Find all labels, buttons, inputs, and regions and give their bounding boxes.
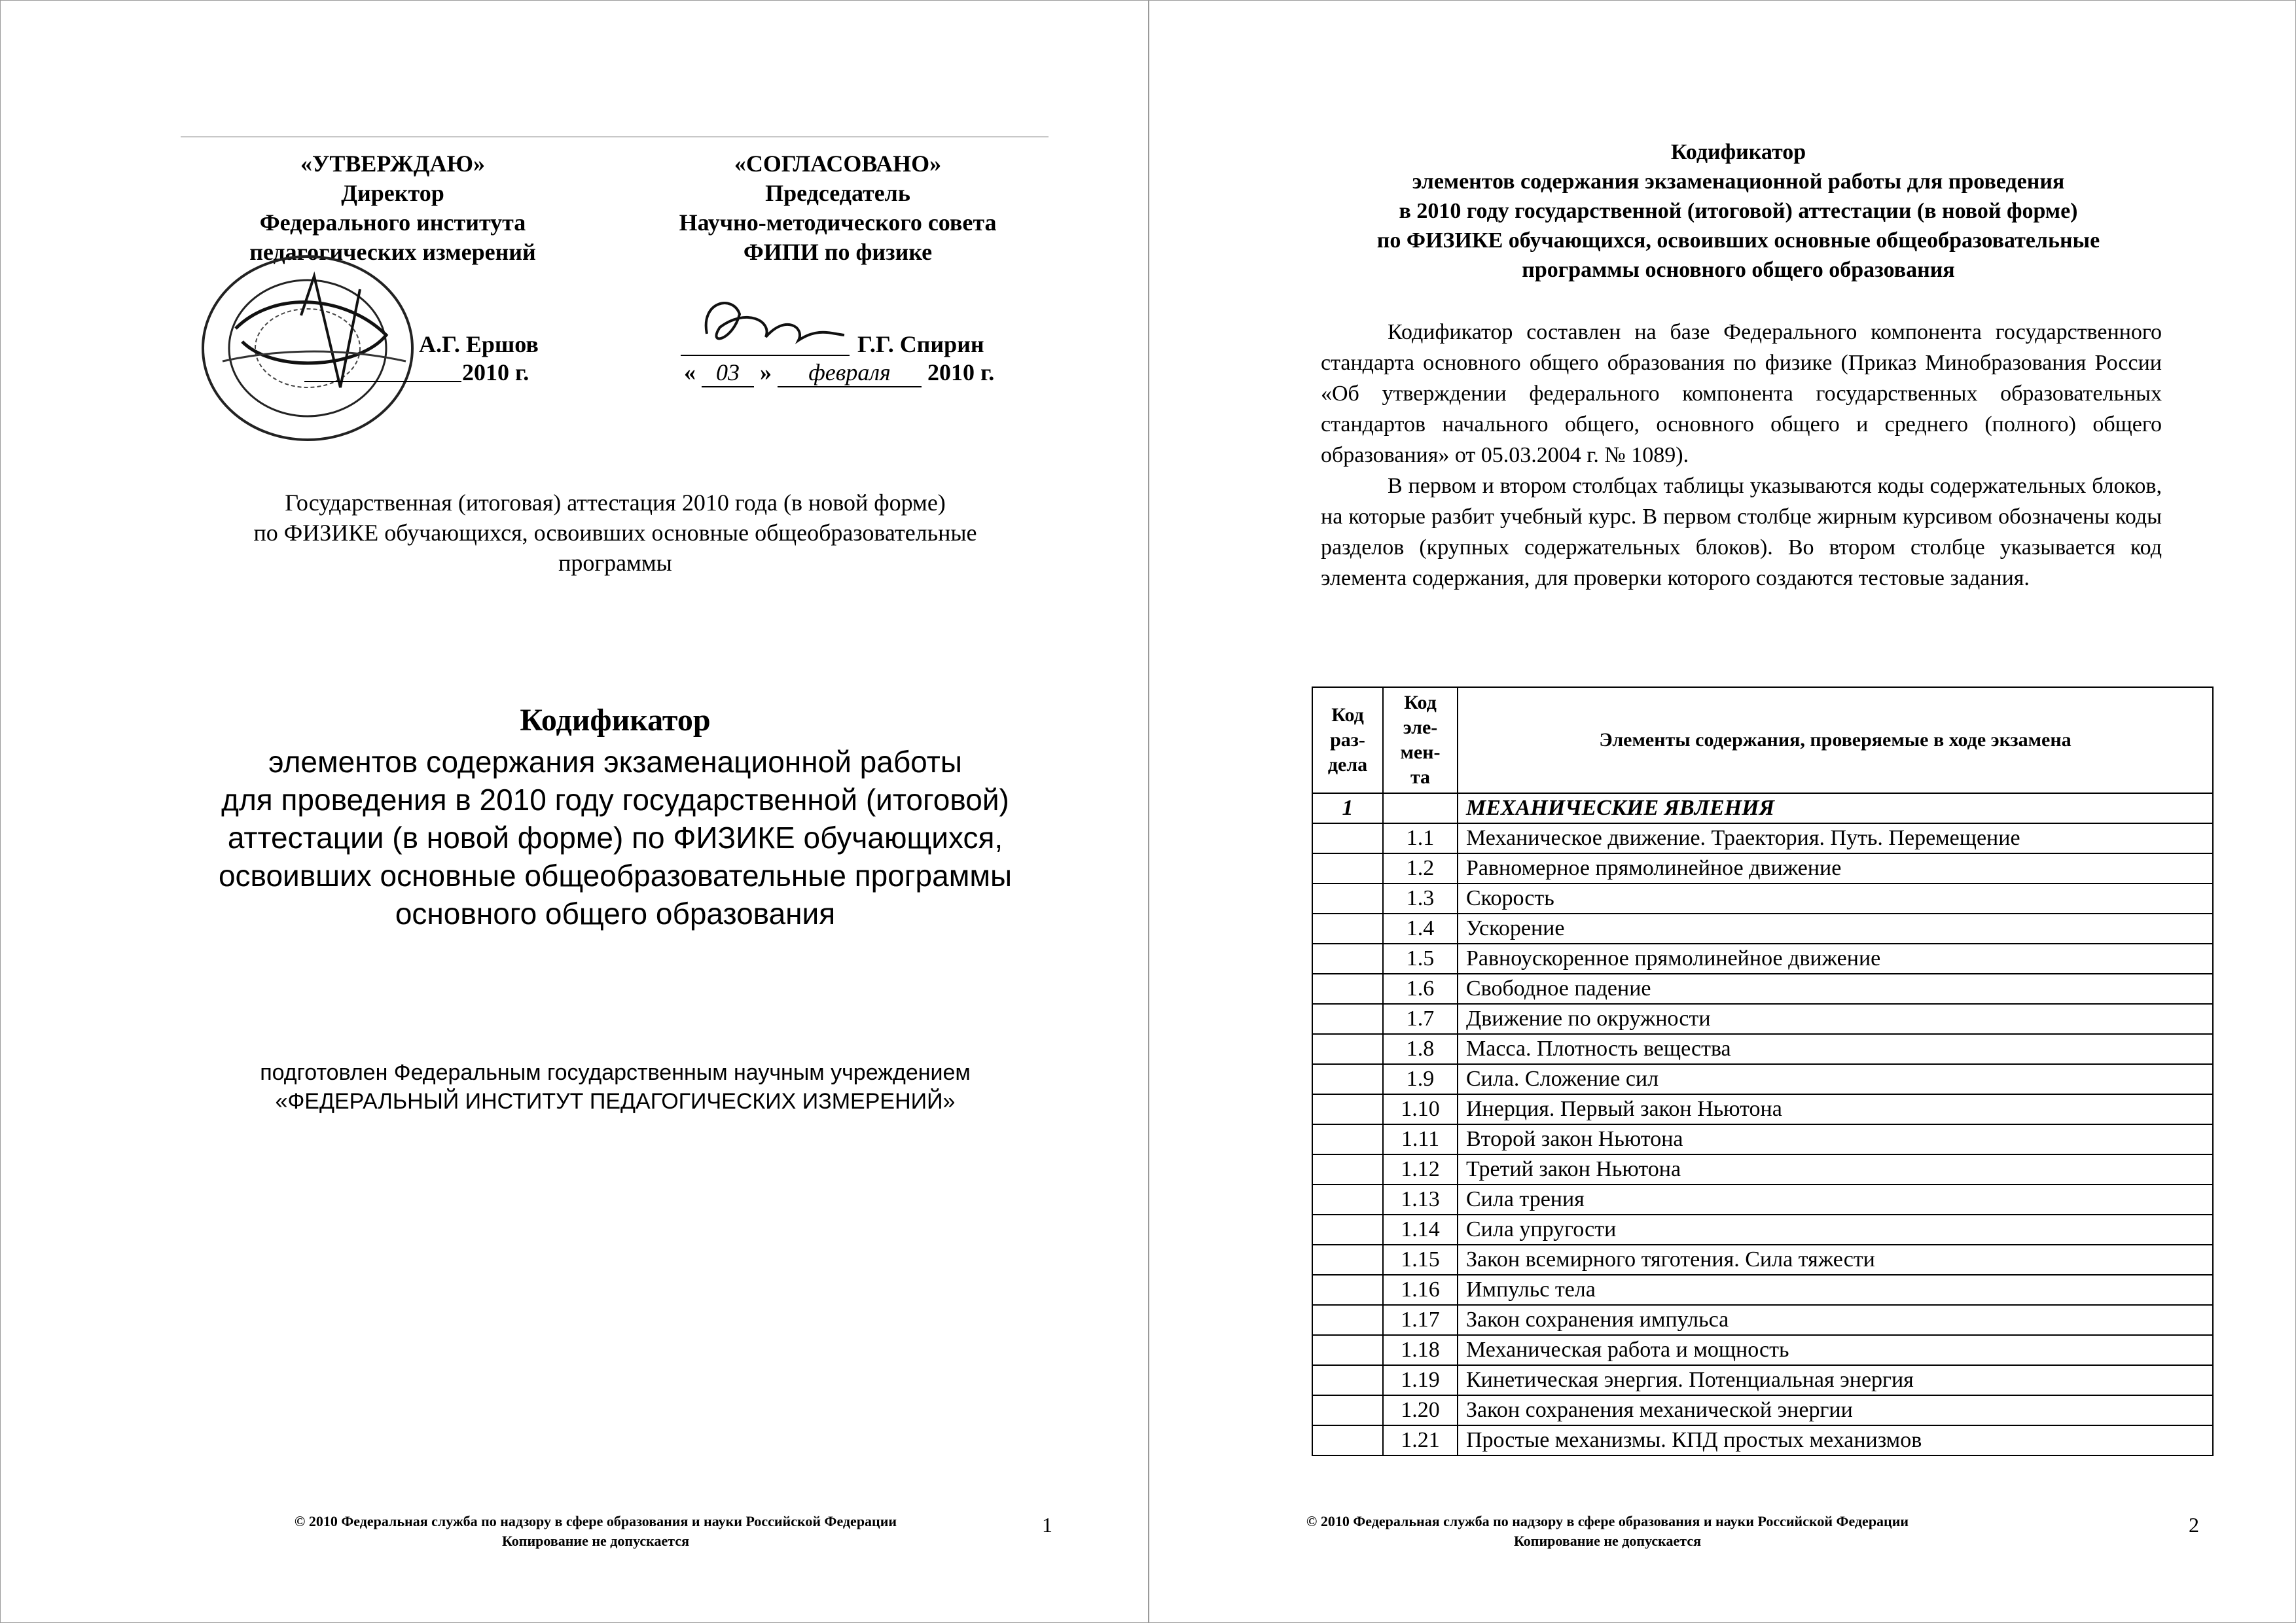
top-rule [181, 136, 1049, 137]
header-content: Элементы содержания, проверяемые в ходе экзамена [1458, 687, 2213, 793]
section-code-cell [1312, 1275, 1383, 1305]
section-code-cell [1312, 853, 1383, 883]
table-row [1312, 1185, 2213, 1215]
subtitle-line: основного общего образования [395, 897, 836, 931]
agree-signer: Г.Г. Спирин [857, 331, 984, 357]
right-page [1149, 0, 2296, 1623]
element-code: 1.11 [1383, 1124, 1458, 1154]
section-code-cell [1312, 883, 1383, 914]
section-code-cell [1312, 1034, 1383, 1064]
title-line: по ФИЗИКЕ обучающихся, освоивших основные общеобразовательные [1376, 228, 2100, 253]
footer-notice: Копирование не допускается [1513, 1533, 1702, 1549]
agree-line: ФИПИ по физике [743, 239, 933, 265]
element-description: Движение по окружности [1458, 1004, 2213, 1034]
element-code: 1.15 [1383, 1245, 1458, 1275]
table-row [1312, 1124, 2213, 1154]
footer [1247, 1512, 1967, 1551]
table-row [1312, 1064, 2213, 1094]
date-day: 03 [702, 359, 754, 387]
table-row [1312, 1335, 2213, 1365]
element-code: 1.1 [1383, 823, 1458, 853]
element-code: 1.5 [1383, 944, 1458, 974]
section-code-cell [1312, 1124, 1383, 1154]
agree-block [628, 149, 1047, 267]
element-description: Инерция. Первый закон Ньютона [1458, 1094, 2213, 1124]
element-description: Свободное падение [1458, 974, 2213, 1004]
date-open-quote: « [684, 359, 696, 385]
approve-line: Директор [341, 180, 444, 206]
attestation-heading [170, 488, 1060, 578]
element-code: 1.3 [1383, 883, 1458, 914]
footer-notice: Копирование не допускается [501, 1533, 690, 1549]
element-description: Сила трения [1458, 1185, 2213, 1215]
prepared-by [144, 1058, 1086, 1116]
element-description: Масса. Плотность вещества [1458, 1034, 2213, 1064]
intro-paragraph-2: В первом и втором столбцах таблицы указываются коды содержательных блоков, на которые разбит учебный курс. В первом столбце жирным курсивом обозначены коды разделов (крупных содержательных блоков). Во втором столбце указывается код элемента содержания, для проверки которого создаются тестовые задания. [1321, 474, 2162, 590]
codifier-title [1313, 137, 2164, 285]
element-code: 1.17 [1383, 1305, 1458, 1335]
section-code-cell [1312, 1004, 1383, 1034]
title-line: в 2010 году государственной (итоговой) аттестации (в новой форме) [1399, 199, 2078, 223]
table-row [1312, 1154, 2213, 1185]
section-code: 1 [1312, 793, 1383, 823]
element-description: Равноускоренное прямолинейное движение [1458, 944, 2213, 974]
element-code: 1.20 [1383, 1395, 1458, 1425]
date-year: 2010 г. [927, 359, 995, 385]
approve-date-line [304, 381, 461, 382]
section-row [1312, 793, 2213, 823]
element-description: Третий закон Ньютона [1458, 1154, 2213, 1185]
section-code-cell [1312, 1365, 1383, 1395]
table-row [1312, 823, 2213, 853]
table-row [1312, 853, 2213, 883]
attestation-line: программы [558, 550, 672, 576]
section-title: МЕХАНИЧЕСКИЕ ЯВЛЕНИЯ [1458, 793, 2213, 823]
agree-heading: «СОГЛАСОВАНО» [734, 151, 942, 177]
table-row [1312, 974, 2213, 1004]
agree-line: Научно-методического совета [679, 209, 997, 236]
section-code-cell [1312, 1185, 1383, 1215]
footer [236, 1512, 956, 1551]
element-code: 1.18 [1383, 1335, 1458, 1365]
agree-line: Председатель [765, 180, 910, 206]
element-code: 1.21 [1383, 1425, 1458, 1455]
section-code-cell [1312, 1154, 1383, 1185]
header-section-code: Код раз-дела [1312, 687, 1383, 793]
table-row [1312, 1275, 2213, 1305]
element-description: Скорость [1458, 883, 2213, 914]
element-description: Закон сохранения механической энергии [1458, 1395, 2213, 1425]
element-description: Импульс тела [1458, 1275, 2213, 1305]
subtitle-line: для проведения в 2010 году государственной (итоговой) [221, 783, 1009, 817]
element-code: 1.2 [1383, 853, 1458, 883]
approve-heading: «УТВЕРЖДАЮ» [300, 151, 486, 177]
section-code-cell [1312, 1395, 1383, 1425]
title-line: программы основного общего образования [1522, 258, 1955, 282]
table-row [1312, 914, 2213, 944]
agree-signature [694, 288, 851, 360]
element-code: 1.8 [1383, 1034, 1458, 1064]
section-code-cell [1312, 1425, 1383, 1455]
header-element-code: Код эле-мен-та [1383, 687, 1458, 793]
table-row [1312, 883, 2213, 914]
table-row [1312, 1215, 2213, 1245]
element-description: Закон всемирного тяготения. Сила тяжести [1458, 1245, 2213, 1275]
element-description: Сила. Сложение сил [1458, 1064, 2213, 1094]
agree-date [684, 359, 994, 387]
element-description: Механическая работа и мощность [1458, 1335, 2213, 1365]
element-code: 1.9 [1383, 1064, 1458, 1094]
prepared-line: подготовлен Федеральным государственным научным учреждением [260, 1060, 971, 1085]
title-line: элементов содержания экзаменационной работы для проведения [1412, 169, 2065, 194]
element-code: 1.6 [1383, 974, 1458, 1004]
table-row [1312, 1034, 2213, 1064]
prepared-line: «ФЕДЕРАЛЬНЫЙ ИНСТИТУТ ПЕДАГОГИЧЕСКИХ ИЗМЕРЕНИЙ» [275, 1089, 956, 1114]
approve-block [190, 149, 596, 267]
element-code: 1.12 [1383, 1154, 1458, 1185]
element-description: Равномерное прямолинейное движение [1458, 853, 2213, 883]
element-code: 1.10 [1383, 1094, 1458, 1124]
approve-date: 2010 г. [462, 359, 529, 385]
section-code-cell [1312, 1245, 1383, 1275]
section-code-cell [1312, 974, 1383, 1004]
element-description: Сила упругости [1458, 1215, 2213, 1245]
section-code-cell [1312, 1064, 1383, 1094]
page-number: 2 [2189, 1513, 2199, 1537]
element-description: Механическое движение. Траектория. Путь. Перемещение [1458, 823, 2213, 853]
element-code: 1.7 [1383, 1004, 1458, 1034]
table-row [1312, 1395, 2213, 1425]
official-stamp [196, 250, 419, 446]
approve-line: Федерального института [259, 209, 526, 236]
intro-paragraph-1: Кодификатор составлен на базе Федерального компонента государственного стандарта основного общего образования по физике (Приказ Минобразования России «Об утверждении федерального компонента государственных образовательных стандартов начального общего, основного общего и среднего (полного) общего образования» от 05.03.2004 г. № 1089). [1321, 320, 2162, 467]
element-code: 1.13 [1383, 1185, 1458, 1215]
subtitle-line: элементов содержания экзаменационной работы [268, 745, 962, 779]
footer-copyright: © 2010 Федеральная служба по надзору в сфере образования и науки Российской Федерации [294, 1513, 897, 1529]
section-code-cell [1312, 1305, 1383, 1335]
element-description: Кинетическая энергия. Потенциальная энергия [1458, 1365, 2213, 1395]
element-description: Простые механизмы. КПД простых механизмов [1458, 1425, 2213, 1455]
attestation-line: Государственная (итоговая) аттестация 2010 года (в новой форме) [285, 490, 946, 516]
element-description: Ускорение [1458, 914, 2213, 944]
table-row [1312, 1004, 2213, 1034]
codifier-table [1312, 687, 2214, 1456]
subtitle-line: аттестации (в новой форме) по ФИЗИКЕ обучающихся, [227, 821, 1003, 855]
subtitle-line: освоивших основные общеобразовательные программы [218, 859, 1013, 893]
footer-copyright: © 2010 Федеральная служба по надзору в сфере образования и науки Российской Федерации [1306, 1513, 1909, 1529]
section-code-cell [1312, 1335, 1383, 1365]
empty-cell [1383, 793, 1458, 823]
intro-text [1321, 317, 2162, 594]
table-row [1312, 1094, 2213, 1124]
section-code-cell [1312, 1094, 1383, 1124]
section-code-cell [1312, 1215, 1383, 1245]
table-row [1312, 1365, 2213, 1395]
attestation-line: по ФИЗИКЕ обучающихся, освоивших основные общеобразовательные [253, 520, 977, 546]
kodifikator-subtitle [144, 743, 1086, 933]
section-code-cell [1312, 914, 1383, 944]
agree-sign-line [681, 355, 850, 356]
date-close-quote: » [760, 359, 772, 385]
element-description: Закон сохранения импульса [1458, 1305, 2213, 1335]
element-code: 1.4 [1383, 914, 1458, 944]
section-code-cell [1312, 944, 1383, 974]
approve-signer: А.Г. Ершов [419, 331, 539, 357]
element-code: 1.14 [1383, 1215, 1458, 1245]
page-number: 1 [1042, 1513, 1052, 1537]
kodifikator-title: Кодификатор [520, 703, 711, 738]
date-month: февраля [778, 359, 922, 387]
element-description: Второй закон Ньютона [1458, 1124, 2213, 1154]
element-code: 1.19 [1383, 1365, 1458, 1395]
table-row [1312, 1305, 2213, 1335]
table-header-row [1312, 687, 2213, 793]
element-code: 1.16 [1383, 1275, 1458, 1305]
table-row [1312, 1245, 2213, 1275]
approve-line: педагогических измерений [249, 239, 536, 265]
title-line: Кодификатор [1670, 140, 1806, 164]
table-row [1312, 944, 2213, 974]
section-code-cell [1312, 823, 1383, 853]
table-row [1312, 1425, 2213, 1455]
